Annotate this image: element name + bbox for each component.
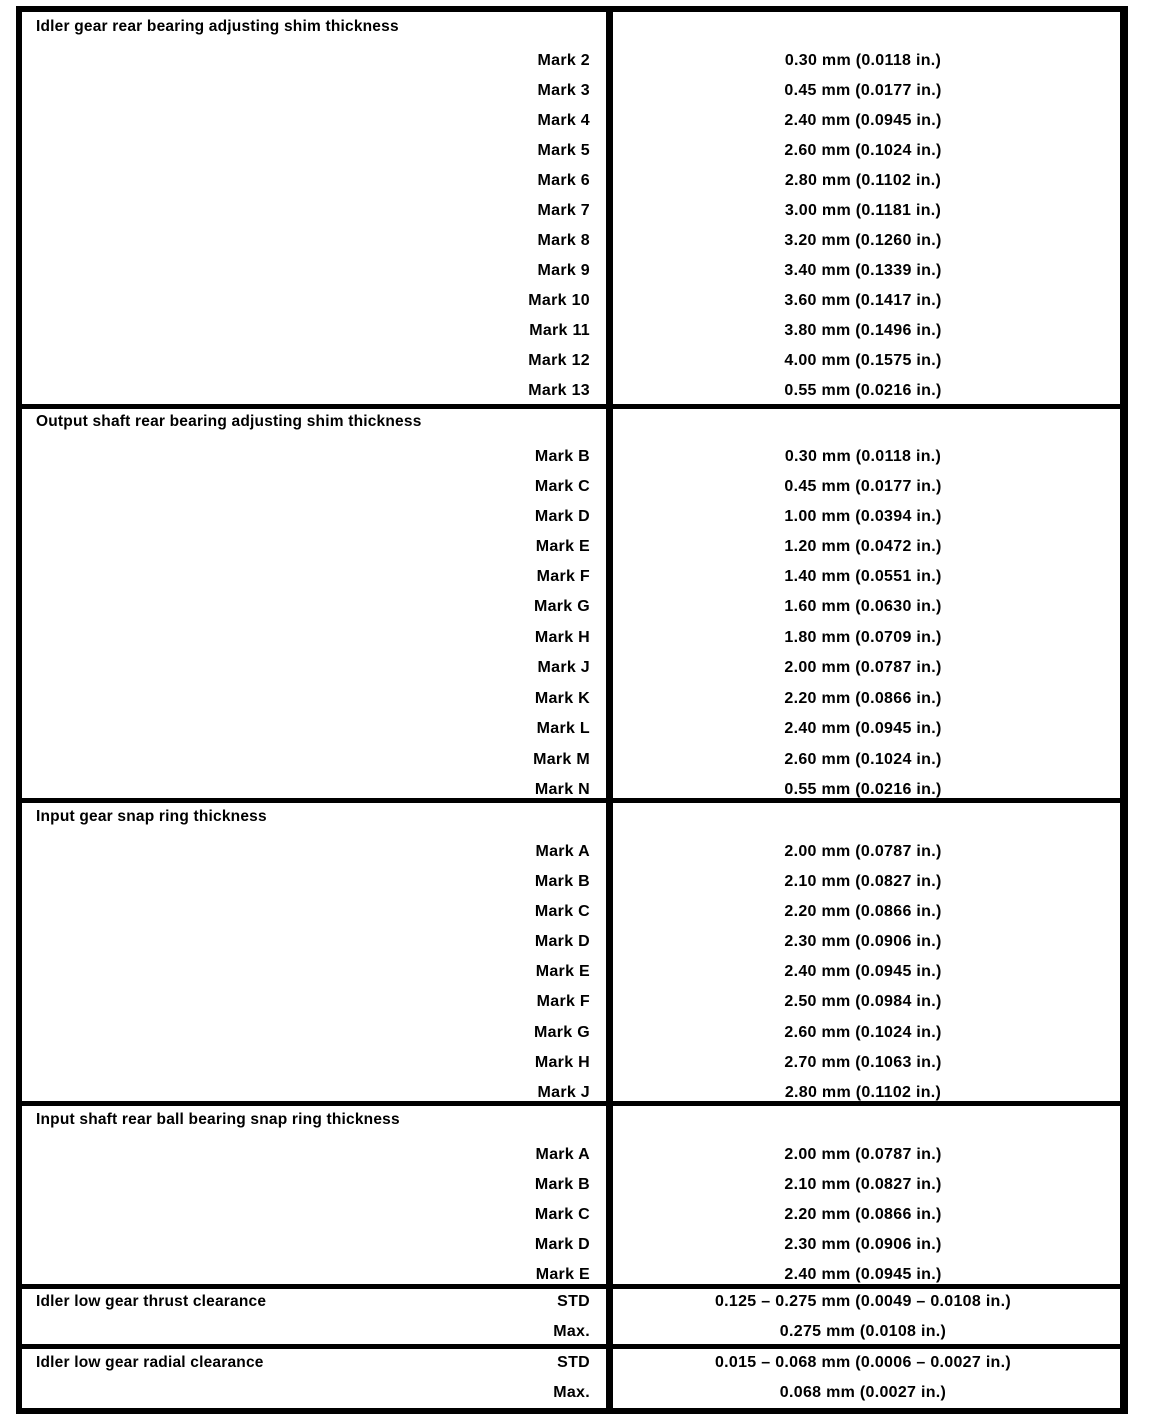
section-input-shaft-snap-ring — [16, 1105, 1128, 1285]
table-row — [16, 256, 1128, 286]
row-value: 2.00 mm (0.0787 in.) — [784, 659, 942, 676]
row-value: 0.55 mm (0.0216 in.) — [784, 781, 942, 798]
table-row — [16, 46, 1128, 76]
table-row — [16, 226, 1128, 256]
row-label: Mark E — [535, 1266, 590, 1283]
row-label: Mark A — [535, 843, 590, 860]
row-value: 1.00 mm (0.0394 in.) — [784, 508, 942, 525]
row-value: 2.30 mm (0.0906 in.) — [784, 933, 942, 950]
row-value: 0.30 mm (0.0118 in.) — [784, 448, 942, 465]
row-value: 1.20 mm (0.0472 in.) — [784, 538, 942, 555]
row-value: 2.60 mm (0.1024 in.) — [784, 751, 942, 768]
table-row — [16, 472, 1128, 502]
table-row — [16, 987, 1128, 1017]
row-value: 2.50 mm (0.0984 in.) — [784, 993, 942, 1010]
row-label: Mark L — [536, 720, 590, 737]
table-row — [16, 442, 1128, 472]
row-label: Mark N — [534, 781, 590, 798]
table-row — [16, 1287, 1128, 1317]
table-row — [16, 837, 1128, 867]
row-label: Mark H — [534, 1054, 590, 1071]
row-label: Mark 6 — [537, 172, 590, 189]
row-value: 0.275 mm (0.0108 in.) — [779, 1323, 947, 1340]
row-value: 2.00 mm (0.0787 in.) — [784, 1146, 942, 1163]
row-value: 2.20 mm (0.0866 in.) — [784, 903, 942, 920]
row-label: Mark D — [534, 1236, 590, 1253]
table-row — [16, 1140, 1128, 1170]
row-value: 2.20 mm (0.0866 in.) — [784, 1206, 942, 1223]
row-label: Mark B — [534, 1176, 590, 1193]
section-heading: Input shaft rear ball bearing snap ring thickness — [36, 1111, 400, 1128]
row-value: 2.10 mm (0.0827 in.) — [784, 1176, 942, 1193]
table-row — [16, 867, 1128, 897]
table-row — [16, 562, 1128, 592]
section-heading: Input gear snap ring thickness — [36, 808, 267, 825]
section-heading: Idler low gear radial clearance — [36, 1354, 264, 1371]
table-row — [16, 1018, 1128, 1048]
row-label: Mark J — [537, 659, 590, 676]
table-row — [16, 196, 1128, 226]
row-label: Mark 5 — [537, 142, 590, 159]
row-value: 2.40 mm (0.0945 in.) — [784, 1266, 942, 1283]
row-value: 1.40 mm (0.0551 in.) — [784, 568, 942, 585]
table-row — [16, 106, 1128, 136]
row-label: Mark A — [535, 1146, 590, 1163]
table-row — [16, 684, 1128, 714]
row-value: 0.55 mm (0.0216 in.) — [784, 382, 942, 399]
row-label: Mark E — [535, 963, 590, 980]
row-label: Mark C — [534, 1206, 590, 1223]
section-heading: Output shaft rear bearing adjusting shim thickness — [36, 413, 422, 430]
row-label: Mark D — [534, 933, 590, 950]
table-row — [16, 286, 1128, 316]
row-label: Mark 2 — [537, 52, 590, 69]
section-idler-thrust-clearance — [16, 1287, 1128, 1345]
table-row — [16, 316, 1128, 346]
row-label: Mark 7 — [537, 202, 590, 219]
table-row — [16, 376, 1128, 406]
table-row — [16, 76, 1128, 106]
row-value: 2.80 mm (0.1102 in.) — [784, 1084, 942, 1101]
section-input-gear-snap-ring — [16, 802, 1128, 1102]
section-idler-radial-clearance — [16, 1348, 1128, 1408]
table-row — [16, 927, 1128, 957]
row-label: STD — [557, 1293, 590, 1310]
table-row — [16, 346, 1128, 376]
row-value: 2.60 mm (0.1024 in.) — [784, 142, 942, 159]
row-value: 2.40 mm (0.0945 in.) — [784, 963, 942, 980]
table-row — [16, 1317, 1128, 1347]
row-value: 0.015 – 0.068 mm (0.0006 – 0.0027 in.) — [714, 1354, 1012, 1371]
row-label: Mark E — [535, 538, 590, 555]
table-row — [16, 1348, 1128, 1378]
row-label: Mark 12 — [528, 352, 590, 369]
row-value: 2.40 mm (0.0945 in.) — [784, 720, 942, 737]
row-label: Max. — [553, 1323, 590, 1340]
row-label: Mark D — [534, 508, 590, 525]
row-value: 1.60 mm (0.0630 in.) — [784, 598, 942, 615]
row-value: 2.30 mm (0.0906 in.) — [784, 1236, 942, 1253]
row-value: 3.00 mm (0.1181 in.) — [784, 202, 942, 219]
row-value: 2.00 mm (0.0787 in.) — [784, 843, 942, 860]
row-value: 3.20 mm (0.1260 in.) — [784, 232, 942, 249]
row-label: Max. — [553, 1384, 590, 1401]
row-value: 2.80 mm (0.1102 in.) — [784, 172, 942, 189]
table-row — [16, 592, 1128, 622]
table-row — [16, 502, 1128, 532]
row-value: 2.20 mm (0.0866 in.) — [784, 690, 942, 707]
row-value: 2.10 mm (0.0827 in.) — [784, 873, 942, 890]
row-value: 4.00 mm (0.1575 in.) — [784, 352, 942, 369]
section-heading: Idler low gear thrust clearance — [36, 1293, 267, 1310]
row-label: Mark C — [534, 903, 590, 920]
row-label: Mark F — [536, 568, 590, 585]
table-row — [16, 1200, 1128, 1230]
row-label: Mark G — [533, 1024, 590, 1041]
row-value: 3.40 mm (0.1339 in.) — [784, 262, 942, 279]
row-label: Mark 10 — [528, 292, 590, 309]
row-label: Mark J — [537, 1084, 590, 1101]
row-value: 0.45 mm (0.0177 in.) — [784, 478, 942, 495]
row-label: STD — [557, 1354, 590, 1371]
row-value: 0.45 mm (0.0177 in.) — [784, 82, 942, 99]
row-label: Mark G — [533, 598, 590, 615]
row-value: 0.125 – 0.275 mm (0.0049 – 0.0108 in.) — [714, 1293, 1012, 1310]
row-value: 2.40 mm (0.0945 in.) — [784, 112, 942, 129]
row-value: 3.80 mm (0.1496 in.) — [784, 322, 942, 339]
table-row — [16, 957, 1128, 987]
table-row — [16, 532, 1128, 562]
row-label: Mark B — [534, 873, 590, 890]
section-idler-gear-shim — [16, 12, 1128, 404]
row-label: Mark 13 — [528, 382, 590, 399]
table-row — [16, 897, 1128, 927]
row-value: 1.80 mm (0.0709 in.) — [784, 629, 942, 646]
row-label: Mark 9 — [537, 262, 590, 279]
row-label: Mark F — [536, 993, 590, 1010]
row-label: Mark 4 — [537, 112, 590, 129]
table-row — [16, 136, 1128, 166]
row-label: Mark B — [534, 448, 590, 465]
table-row — [16, 1378, 1128, 1408]
row-label: Mark 8 — [537, 232, 590, 249]
row-label: Mark K — [534, 690, 590, 707]
table-row — [16, 623, 1128, 653]
table-row — [16, 1170, 1128, 1200]
row-value: 0.30 mm (0.0118 in.) — [784, 52, 942, 69]
table-row — [16, 1048, 1128, 1078]
section-output-shaft-shim — [16, 407, 1128, 799]
row-value: 0.068 mm (0.0027 in.) — [779, 1384, 947, 1401]
row-label: Mark 11 — [529, 322, 590, 339]
table-row — [16, 714, 1128, 744]
row-label: Mark H — [534, 629, 590, 646]
row-value: 3.60 mm (0.1417 in.) — [784, 292, 942, 309]
table-row — [16, 166, 1128, 196]
section-heading: Idler gear rear bearing adjusting shim thickness — [36, 18, 399, 35]
row-label: Mark 3 — [537, 82, 590, 99]
row-label: Mark M — [533, 751, 590, 768]
table-row — [16, 1230, 1128, 1260]
row-value: 2.70 mm (0.1063 in.) — [784, 1054, 942, 1071]
table-row — [16, 745, 1128, 775]
table-row — [16, 653, 1128, 683]
row-label: Mark C — [534, 478, 590, 495]
row-value: 2.60 mm (0.1024 in.) — [784, 1024, 942, 1041]
